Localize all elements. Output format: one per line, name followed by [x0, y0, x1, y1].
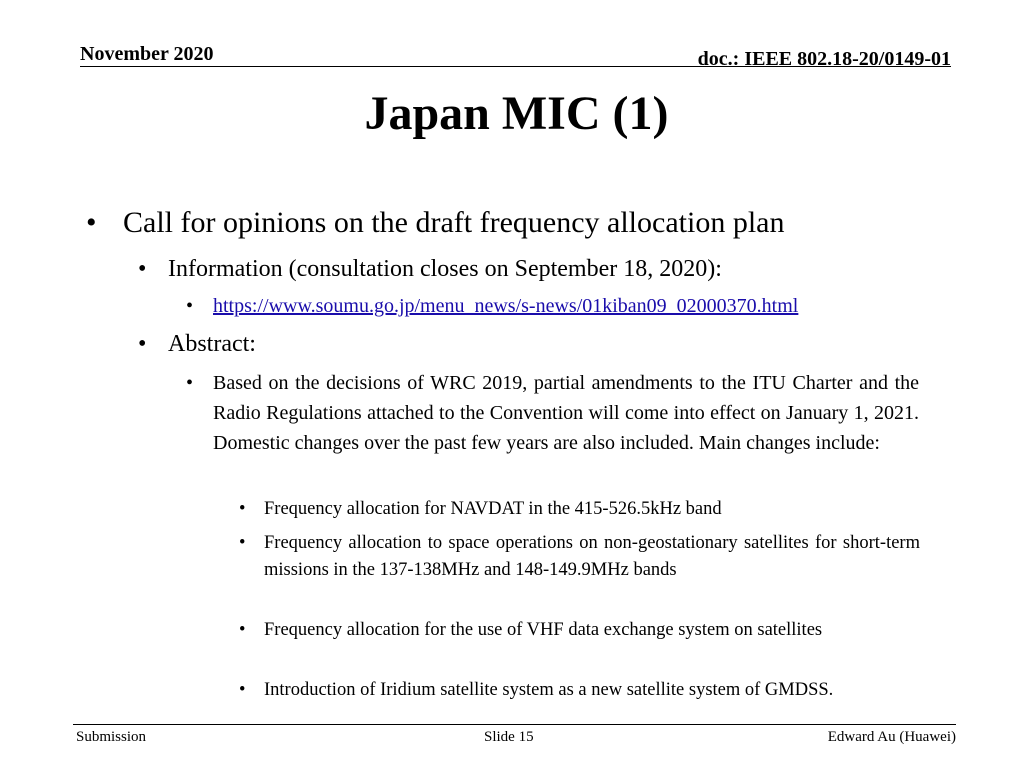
bullet-call-for-opinions [86, 203, 906, 243]
bullet-dot: • [138, 256, 147, 282]
bullet-dot: • [86, 206, 97, 239]
bullet-dot: • [138, 331, 147, 357]
bullet-change-2 [239, 530, 920, 584]
slide-title: Japan MIC (1) [364, 87, 669, 140]
bullet-dot: • [186, 295, 194, 317]
bullet-dot: • [239, 680, 246, 700]
footer-submission: Submission [76, 729, 147, 745]
footer-author: Edward Au (Huawei) [827, 729, 956, 745]
bullet-text: Frequency allocation for the use of VHF data exchange system on satellites [264, 620, 823, 640]
bullet-dot: • [239, 620, 246, 640]
header-doc-id: doc.: IEEE 802.18-20/0149-01 [697, 48, 951, 70]
bullet-information [138, 253, 918, 285]
header-date: November 2020 [80, 43, 214, 65]
bullet-text: Frequency allocation for NAVDAT in the 415-526.5kHz band [264, 499, 722, 519]
footer-divider [73, 724, 956, 725]
bullet-change-1 [239, 496, 920, 523]
bullet-text: Call for opinions on the draft frequency allocation plan [123, 206, 785, 239]
bullet-dot: • [239, 533, 246, 553]
bullet-text: Abstract: [168, 331, 256, 357]
bullet-text: Frequency allocation to space operations on non-geostationary satellites for short-term missions in the 137-138MHz and 148-149.9MHz bands [264, 533, 920, 580]
bullet-change-3 [239, 617, 920, 644]
bullet-abstract [138, 328, 918, 360]
bullet-change-4 [239, 677, 920, 704]
bullet-abstract-text [186, 368, 919, 458]
footer-slide-number: Slide 15 [484, 729, 534, 745]
bullet-text: Introduction of Iridium satellite system as a new satellite system of GMDSS. [264, 680, 834, 700]
soumu-link[interactable]: https://www.soumu.go.jp/menu_news/s-news/01kiban09_02000370.html [213, 295, 799, 317]
bullet-link [186, 291, 919, 321]
bullet-text: Information (consultation closes on September 18, 2020): [168, 256, 722, 282]
bullet-dot: • [186, 372, 194, 394]
bullet-dot: • [239, 499, 246, 519]
bullet-text: Based on the decisions of WRC 2019, partial amendments to the ITU Charter and the Radio Regulations attached to the Convention will come into effect on January 1, 2021. Domestic changes over the past few years are also included. Main changes include: [213, 372, 919, 454]
